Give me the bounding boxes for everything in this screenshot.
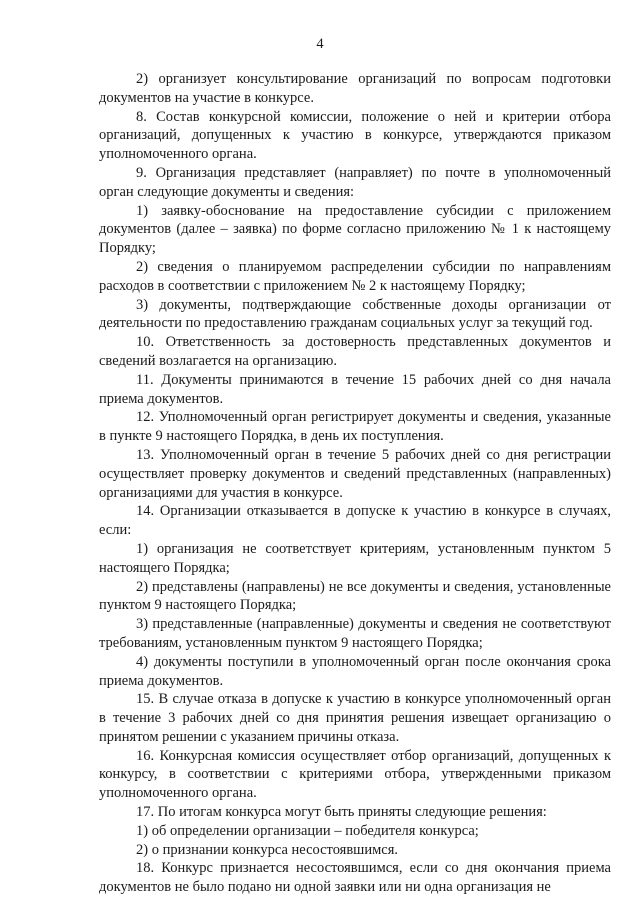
paragraph: 2) организует консультирование организаций по вопросам подготовки документов на участие в конкурсе. (99, 71, 611, 106)
paragraph: 16. Конкурсная комиссия осуществляет отбор организаций, допущенных к конкурсу, в соответствии с критериями отбора, утвержденными приказом уполномоченного органа. (99, 747, 611, 802)
paragraph: 14. Организации отказывается в допуске к участию в конкурсе в случаях, если: (99, 503, 611, 539)
paragraph: 18. Конкурс признается несостоявшимся, если со дня окончания приема документов не было подано ни одной заявки или ни одна организация не (99, 860, 611, 896)
paragraph: 11. Документы принимаются в течение 15 рабочих дней со дня начала приема документов. (99, 371, 611, 407)
page-number: 4 (316, 36, 324, 52)
paragraph: 2) сведения о планируемом распределении субсидии по направлениям расходов в соответствии с приложением № 2 к настоящему Порядку; (99, 258, 611, 294)
paragraph: 12. Уполномоченный орган регистрирует документы и сведения, указанные в пункте 9 настоящего Порядка, в день их поступления. (99, 409, 611, 445)
paragraph: 13. Уполномоченный орган в течение 5 рабочих дней со дня регистрации осуществляет проверку документов и сведений представленных (направленных) организациями для участия в конкурсе. (99, 446, 611, 501)
paragraph: 2) представлены (направлены) не все документы и сведения, установленные пунктом 9 настоящего Порядка; (99, 578, 611, 614)
paragraph: 10. Ответственность за достоверность представленных документов и сведений возлагается на организацию. (99, 334, 611, 369)
paragraph: 8. Состав конкурсной комиссии, положение о ней и критерии отбора организаций, допущенных к участию в конкурсе, утверждаются приказом уполномоченного органа. (99, 108, 611, 163)
paragraph: 17. По итогам конкурса могут быть приняты следующие решения: (136, 804, 547, 821)
paragraph: 4) документы поступили в уполномоченный орган после окончания срока приема документов. (99, 653, 611, 689)
paragraph: 1) организация не соответствует критериям, установленным пунктом 5 настоящего Порядка; (99, 540, 611, 576)
paragraph: 9. Организация представляет (направляет) по почте в уполномоченный орган следующие документы и сведения: (99, 164, 611, 200)
paragraph: 1) заявку-обоснование на предоставление субсидии с приложением документов (далее – заявка) по форме согласно приложению № 1 к настоящему Порядку; (99, 202, 611, 257)
paragraph: 2) о признании конкурса несостоявшимся. (136, 841, 399, 858)
document-body (99, 70, 611, 897)
paragraph: 15. В случае отказа в допуске к участию в конкурсе уполномоченный орган в течение 3 рабочих дней со дня принятия решения извещает организацию о принятом решении с указанием причины отказа. (99, 691, 611, 745)
paragraph: 3) представленные (направленные) документы и сведения не соответствуют требованиям, установленным пунктом 9 настоящего Порядка; (99, 616, 611, 651)
paragraph: 1) об определении организации – победителя конкурса; (136, 822, 479, 839)
paragraph: 3) документы, подтверждающие собственные доходы организации от деятельности по предоставлению гражданам социальных услуг за текущий год. (99, 296, 611, 332)
